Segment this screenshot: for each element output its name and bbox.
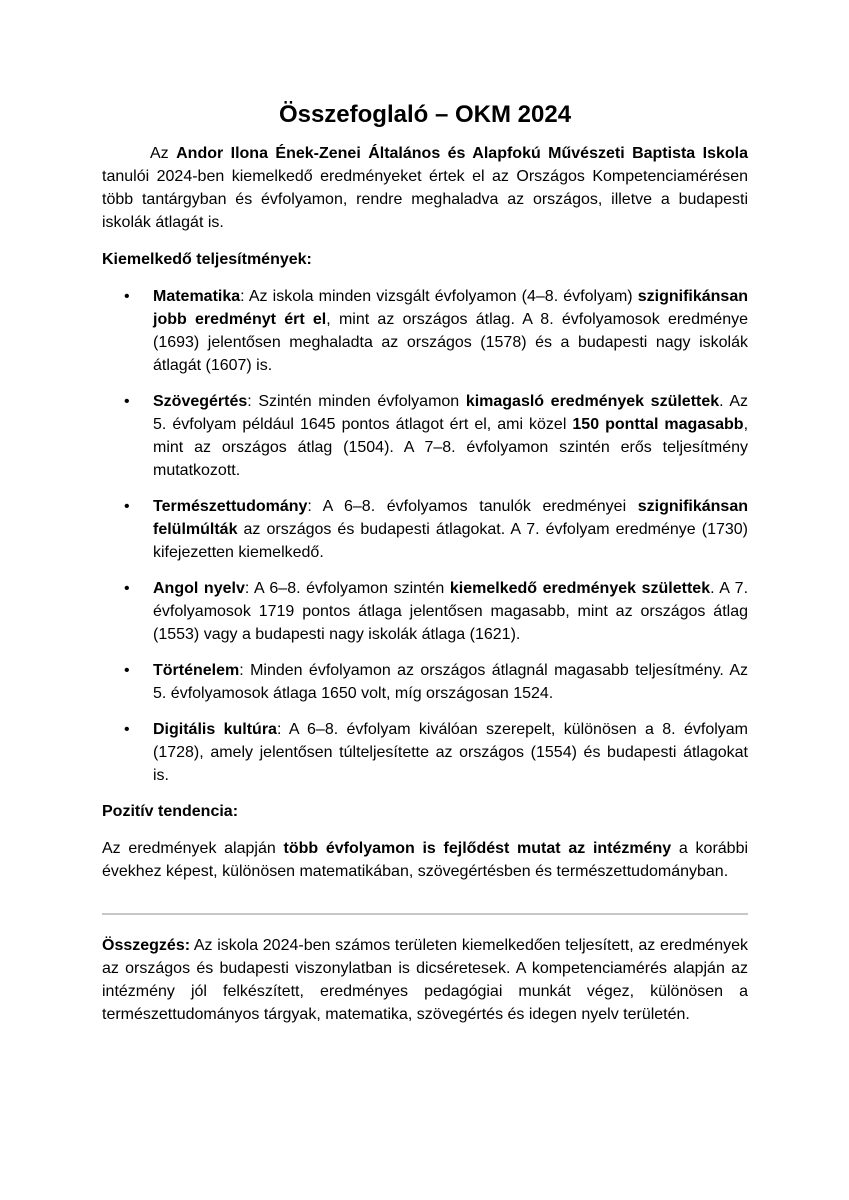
achievements-list [102,285,748,787]
achievement-subject: Digitális kultúra [153,721,277,738]
bullet-icon: • [124,580,130,597]
achievement-text: az országos és budapesti átlagokat. A 7. évfolyam eredménye (1730) kifejezetten kiemelkedő. [153,521,748,561]
bullet-icon: • [124,288,130,305]
intro-paragraph [102,142,748,234]
achievement-text: : Szintén minden évfolyamon [247,393,466,410]
achievement-item-angol-nyelv [102,577,748,646]
trend-highlight: több évfolyamon is fejlődést mutat az intézmény [283,840,672,857]
trend-text: a korábbi évekhez képest, különösen matematikában, szövegértésben és természettudományban. [102,840,749,880]
page-title: Összefoglaló – OKM 2024 [278,101,572,128]
achievement-subject: Történelem [153,662,240,679]
bullet-icon: • [124,498,130,515]
achievement-text: : Minden évfolyamon az országos átlagnál magasabb teljesítmény. Az 5. évfolyamosok átlaga 1650 volt, míg országosan 1524. [153,662,748,702]
trend-paragraph [102,837,748,883]
achievement-text: : Az iskola minden vizsgált évfolyamon (4–8. évfolyam) [240,288,638,305]
achievement-item-szovegertes [102,390,748,482]
achievement-text: : A 6–8. évfolyamon szintén [244,580,450,597]
intro-text: Az [150,145,177,162]
trend-text: Az eredmények alapján [102,840,284,857]
bullet-icon: • [124,721,130,738]
achievement-highlight: szignifikánsan felülmúlták [153,498,748,538]
achievement-text: : A 6–8. évfolyam kiválóan szerepelt, különösen a 8. évfolyam (1728), amely jelentősen túlteljesítette az országos (1554) és budapesti átlagokat is. [153,721,748,784]
achievement-text: , mint az országos átlag (1504). A 7–8. évfolyamon szintén erős teljesítmény mutatkozott. [153,416,749,479]
achievement-item-tortenelem [102,659,748,705]
section-divider [102,913,748,915]
achievement-text: : A 6–8. évfolyamos tanulók eredményei [307,498,638,515]
achievement-text: . Az 5. évfolyam például 1645 pontos átlagot ért el, ami közel [153,393,748,433]
achievement-text: . A 7. évfolyamosok 1719 pontos átlaga jelentősen magasabb, mint az országos átlag (1553) vagy a budapesti nagy iskolák átlaga (1621). [153,580,749,643]
summary-text: Az iskola 2024-ben számos területen kiemelkedően teljesített, az eredmények az országos és budapesti viszonylatban is dicséretesek. A kompetenciamérés alapján az intézmény jól felkészített, eredményes pedagógiai munkát végez, különösen a természettudományos tárgyak, matematika, szövegértés és idegen nyelv területén. [102,937,748,1023]
achievement-subject: Matematika [153,288,241,305]
intro-text: tanulói 2024-ben kiemelkedő eredményeket értek el az Országos Kompetenciamérésen több tantárgyban és évfolyamon, rendre meghaladva az országos, illetve a budapesti iskolák átlagát is. [102,168,748,231]
summary-label: Összegzés: [102,937,191,954]
achievement-text: , mint az országos átlag. A 8. évfolyamosok eredménye (1693) jelentősen meghaladta az országos (1578) és a budapesti nagy iskolák átlagát (1607) is. [153,311,749,374]
achievement-highlight: szignifikánsan jobb eredményt ért el [153,288,748,328]
achievement-item-termeszettudomany [102,495,748,564]
achievement-highlight: 150 ponttal magasabb [572,416,744,433]
achievement-subject: Természettudomány [153,498,308,515]
document-page [102,98,748,1026]
achievement-item-digitalis-kultura [102,718,748,787]
achievement-highlight: kimagasló eredmények születtek [465,393,720,410]
achievement-highlight: kiemelkedő eredmények születtek [449,580,711,597]
trend-heading: Pozitív tendencia: [102,803,239,820]
bullet-icon: • [124,393,130,410]
achievement-subject: Angol nyelv [153,580,245,597]
summary-paragraph [102,934,748,1026]
achievement-item-matematika [102,285,748,377]
achievement-subject: Szövegértés [153,393,248,410]
school-name: Andor Ilona Ének-Zenei Általános és Alapfokú Művészeti Baptista Iskola [176,145,748,162]
bullet-icon: • [124,662,130,679]
achievements-heading: Kiemelkedő teljesítmények: [102,251,312,268]
